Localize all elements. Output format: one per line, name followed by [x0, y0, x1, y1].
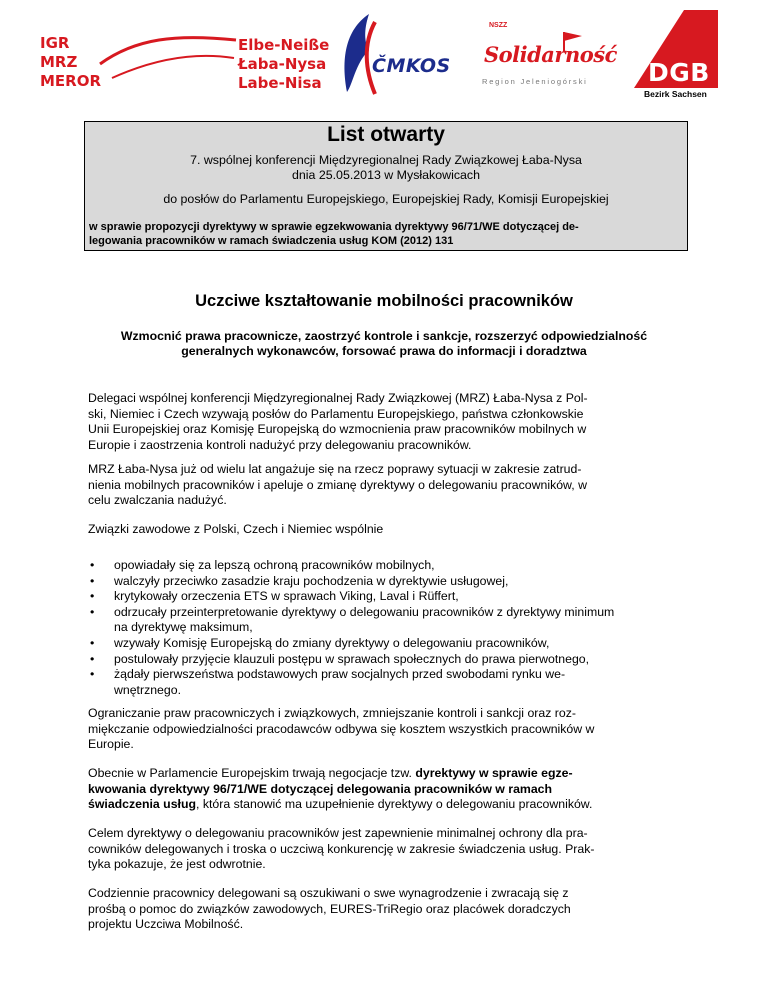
letter-title: List otwarty	[327, 123, 445, 146]
igr-mrz-meror-logo: IGR MRZ MEROR	[40, 34, 102, 90]
list-item: • opowiadały się za lepszą ochroną pracowników mobilnych,	[88, 558, 692, 574]
solidarnosc-logo: Solidarność	[484, 42, 617, 67]
logo-bar	[0, 0, 768, 118]
open-letter-box	[84, 121, 688, 251]
dgb-logo: DGB	[648, 58, 710, 87]
nszz-label: NSZZ	[489, 22, 508, 29]
list-item: • odrzucały przeinterpretowanie dyrektywy o delegowaniu pracowników z dyrektywy minimum na dyrektywę maksimum,	[88, 605, 692, 636]
paragraph-negotiations: Obecnie w Parlamencie Europejskim trwają negocjacje tzw. dyrektywy w sprawie egze- kwowania dyrektywy 96/71/WE dotyczącej delegowania pracowników w ramach świadczenia usług, która stanowić ma uzupełnienie dyrektywy o delegowaniu pracowników.	[88, 766, 593, 812]
elbe-swoosh-icon	[96, 28, 246, 90]
solidarnosc-flag-icon	[560, 30, 586, 52]
cmkos-emblem-icon	[335, 10, 385, 98]
list-item: • wzywały Komisję Europejską do zmiany dyrektywy o delegowaniu pracowników,	[88, 636, 692, 652]
list-item: • walczyły przeciwko zasadzie kraju pochodzenia w dyrektywie usługowej,	[88, 574, 692, 590]
list-item: • krytykowały orzeczenia ETS w sprawach Viking, Laval i Rüffert,	[88, 589, 692, 605]
dgb-bezirk: Bezirk Sachsen	[644, 89, 707, 99]
letter-addressees: do posłów do Parlamentu Europejskiego, Europejskiej Rady, Komisji Europejskiej	[163, 192, 609, 206]
letter-regarding: w sprawie propozycji dyrektywy w sprawie egzekwowania dyrektywy 96/71/WE dotyczącej de- legowania pracowników w ramach świadczenia usług KOM (2012) 131	[89, 221, 579, 247]
paragraph-purpose: Celem dyrektywy o delegowaniu pracowników jest zapewnienie minimalnej ochrony dla pra- cowników delegowanych i troska o uczciwą konkurencję w zakresie świadczenia usług. Prak- tyka pokazuje, że jest odwrotnie.	[88, 826, 595, 872]
letter-conference: 7. wspólnej konferencji Międzyregionalnej Rady Związkowej Łaba-Nysa dnia 25.05.2013 w Mysłakowicach	[190, 153, 582, 182]
paragraph-unions: Związki zawodowe z Polski, Czech i Niemiec wspólnie	[88, 522, 384, 536]
paragraph-mrz: MRZ Łaba-Nysa już od wielu lat angażuje się na rzecz poprawy sytuacji w zakresie zatrud- nienia mobilnych pracowników i apeluje o zmianę dyrektywy o delegowaniu pracowników, w celu zwalczania nadużyć.	[88, 462, 587, 508]
paragraph-daily: Codziennie pracownicy delegowani są oszukiwani o swe wynagrodzenie i zwracają się z prośbą o pomoc do związków zawodowych, EURES-TriRegio oraz placówek doradczych projektu Uczciwa Mobilność.	[88, 886, 571, 932]
solidarnosc-region: Region Jeleniogórski	[482, 77, 588, 86]
main-heading: Uczciwe kształtowanie mobilności pracowników	[195, 292, 573, 310]
list-item: • postulowały przyjęcie klauzuli postępu w sprawach społecznych do prawa pierwotnego,	[88, 652, 692, 668]
union-actions-list	[88, 558, 692, 698]
paragraph-restrictions: Ograniczanie praw pracowniczych i związkowych, zmniejszanie kontroli i sankcji oraz roz- miękczanie odpowiedzialności pracodawców odbywa się kosztem wszystkich pracowników w Europie.	[88, 706, 595, 752]
elbe-neisse-logo: Elbe-Neiße Łaba-Nysa Labe-Nisa	[238, 36, 330, 92]
subheading: Wzmocnić prawa pracownicze, zaostrzyć kontrole i sankcje, rozszerzyć odpowiedzialność generalnych wykonawców, forsować prawa do informacji i doradztwa	[120, 329, 648, 358]
list-item: • żądały pierwszeństwa podstawowych praw socjalnych przed swobodami rynku we- wnętrznego.	[88, 667, 692, 698]
paragraph-delegates: Delegaci wspólnej konferencji Międzyregionalnej Rady Związkowej (MRZ) Łaba-Nysa z Pol- ski, Niemiec i Czech wzywają posłów do Parlamentu Europejskiego, państwa członkowskie Unii Europejskiej oraz Komisję Europejską do wzmocnienia praw pracowników mobilnych w Europie i zaostrzenia kontroli nadużyć przy delegowaniu pracowników.	[88, 391, 588, 452]
cmkos-logo-text: ČMKOS	[372, 55, 451, 77]
